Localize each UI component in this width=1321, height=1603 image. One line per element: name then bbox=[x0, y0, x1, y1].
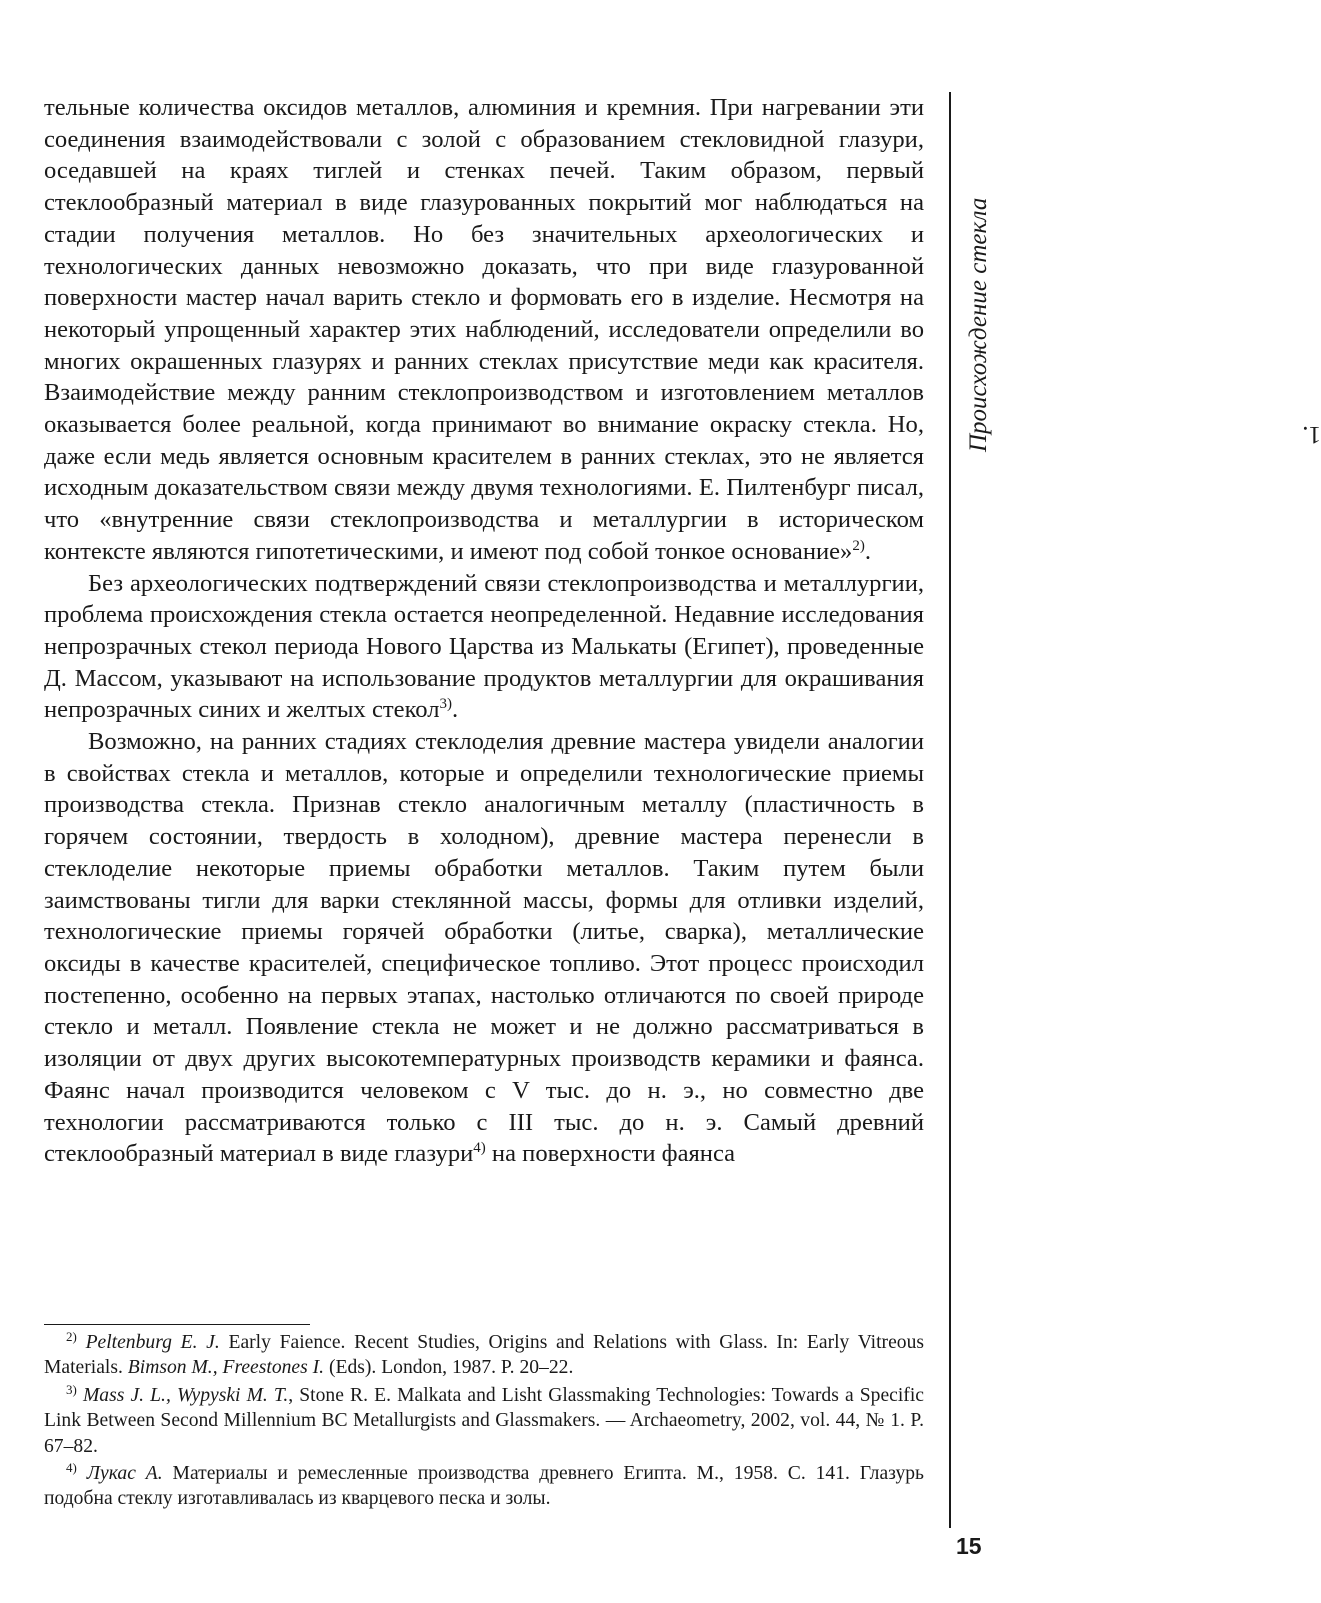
paragraph-3-text: Возможно, на ранних стадиях стеклоделия древние мастера увидели аналогии в свойствах стекла и металлов, которые и определили технологические приемы производства стекла. Признав стекло аналогичным металлу (пластичность в горячем состоянии, твердость в холодном), древние мастера перенесли в стеклоделие некоторые приемы обработки металлов. Таким путем были заимствованы тигли для варки стеклянной массы, формы для отливки изделий, технологические приемы горячей обработки (литье, сварка), металлические оксиды в качестве красителей, специфическое топливо. Этот процесс происходил постепенно, особенно на первых этапах, настолько отличаются по своей природе стекло и металл. Появление стекла не может и не должно рассматриваться в изоляции от двух других высокотемпературных производств керамики и фаянса. Фаянс начал производится человеком с V тыс. до н. э., но совместно две технологии рассматриваются только с III тыс. до н. э. Самый древний стеклообразный материал в виде глазури bbox=[44, 728, 924, 1168]
footnote-3-text-1: , Stone R. E. Malkata and Lisht Glassmaking Technologies: Towards a Specific Link Between Second Millennium BC Metallurgists and Glassmakers. — Archaeometry, 2002, vol. 44, № 1. P. 67–82. bbox=[44, 1384, 924, 1457]
footnote-2-text-1: Early Faience. Recent Studies, Origins and Relations with Glass. In: Early Vitreous Materials. bbox=[44, 1332, 924, 1379]
footnote-ref-4[interactable]: 4) bbox=[473, 1140, 486, 1157]
paragraph-2-tail: . bbox=[452, 696, 459, 724]
paragraph-1-tail: . bbox=[864, 537, 872, 565]
footnote-4-mark: 4) bbox=[66, 1460, 77, 1476]
footnote-3-mark: 3) bbox=[66, 1381, 77, 1397]
footnote-3-author: Mass J. L., Wypyski M. T. bbox=[82, 1384, 289, 1406]
main-text bbox=[44, 92, 924, 1170]
margin-rule bbox=[949, 92, 951, 1528]
footnote-2-text-2: (Eds). London, 1987. P. 20–22. bbox=[324, 1357, 574, 1379]
paragraph-2-text: Без археологических подтверждений связи стеклопроизводства и металлургии, проблема происхождения стекла остается неопределенной. Недавние исследования непрозрачных стекол периода Нового Царства из Малькаты (Египет), проведенные Д. Массом, указывают на использование продуктов металлургии для окрашивания непрозрачных синих и желтых стекол bbox=[44, 569, 924, 724]
footnote-2-mark: 2) bbox=[66, 1329, 77, 1344]
paragraph-3 bbox=[44, 726, 924, 1170]
paragraph-1-text: тельные количества оксидов металлов, алюминия и кремния. При нагревании эти соединения взаимодействовали с золой с образованием стекловидной глазури, оседавшей на краях тиглей и стенках печей. Таким образом, первый стеклообразный материал в виде глазурованных покрытий мог наблюдаться на стадии получения металлов. Но без значительных археологических и технологических данных невозможно доказать, что при виде глазурованной поверхности мастер начал варить стекло и формовать его в изделие. Несмотря на некоторый упрощенный характер этих наблюдений, исследователи определили во многих окрашенных глазурях и ранних стеклах присутствие меди как красителя. Взаимодействие между ранним стеклопроизводством и изготовлением металлов оказывается более реальной, когда принимают во внимание окраску стекла. Но, даже если медь является основным красителем в ранних стеклах, это не является исходным доказательством связи между двумя технологиями. Е. Пилтенбург писал, что «внутренние связи стеклопроизводства и металлургии в историческом контексте являются гипотетическими, и имеют под собой тонкое основание» bbox=[44, 94, 924, 565]
page-number: 15 bbox=[956, 1533, 982, 1559]
footnote-divider bbox=[44, 1324, 310, 1325]
chapter-title: Происхождение стекла bbox=[965, 197, 992, 452]
running-head-text bbox=[961, 92, 1321, 452]
footnote-2-editors: Bimson M., Freestones I. bbox=[127, 1357, 325, 1379]
footnote-3 bbox=[44, 1383, 924, 1459]
footnote-4-author: Лукас А. bbox=[86, 1463, 163, 1485]
paragraph-2 bbox=[44, 568, 924, 727]
footnote-2 bbox=[44, 1330, 924, 1381]
footnote-ref-3[interactable]: 3) bbox=[439, 696, 453, 713]
footnote-ref-2[interactable]: 2) bbox=[852, 537, 865, 554]
paragraph-3-tail: на поверхности фаянса bbox=[485, 1140, 736, 1168]
footnote-4 bbox=[44, 1461, 924, 1512]
footnote-4-text-1: Материалы и ремесленные производства древнего Египта. М., 1958. С. 141. Глазурь подобна стеклу изготавливалась из кварцевого песка и золы. bbox=[44, 1463, 924, 1510]
footnote-2-author: Peltenburg E. J. bbox=[85, 1332, 220, 1353]
paragraph-1 bbox=[44, 92, 924, 568]
running-head bbox=[961, 92, 1321, 452]
chapter-number: 1. bbox=[1302, 421, 1321, 448]
footnotes bbox=[44, 1330, 924, 1514]
